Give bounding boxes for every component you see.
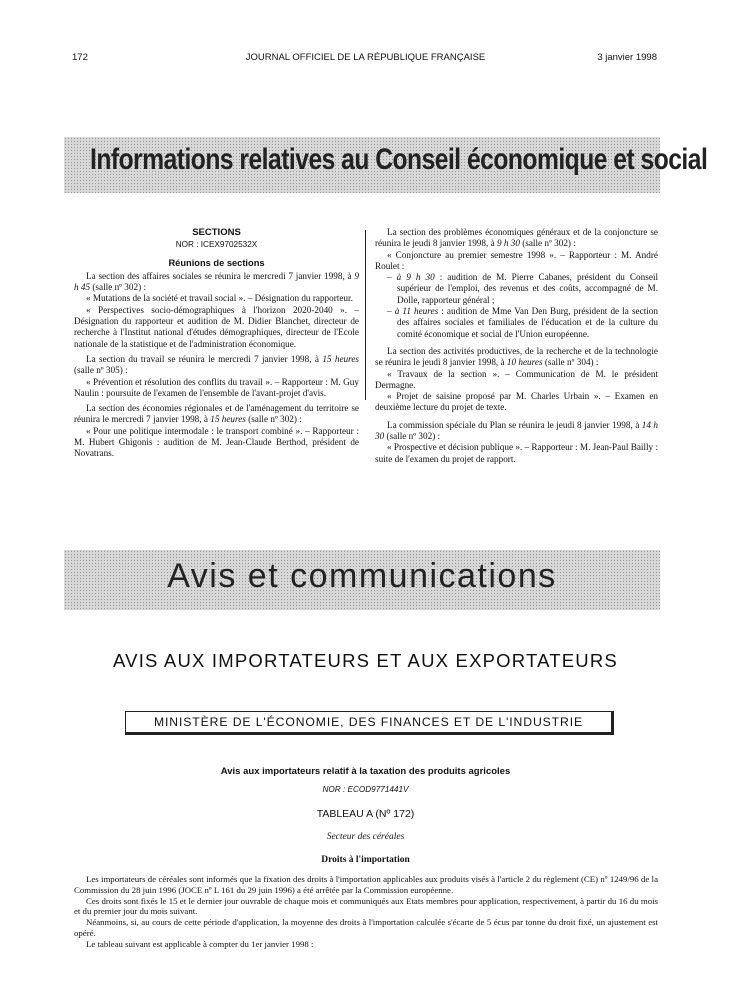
- tableau-title: TABLEAU A (Nº 172): [316, 808, 415, 820]
- right-column: [375, 227, 658, 465]
- paragraph: La section des affaires sociales se réunira le mercredi 7 janvier 1998, à 9 h 45 (salle nº 302) :: [74, 270, 359, 293]
- issue-date: 3 janvier 1998: [597, 52, 657, 63]
- paragraph: « Projet de saisine proposé par M. Charles Urbain ». – Examen en deuxième lecture du projet de texte.: [375, 391, 658, 413]
- banner-conseil: [64, 137, 708, 193]
- column-divider: [365, 230, 366, 400]
- paragraph: « Prospective et décision publique ». – Rapporteur : M. Jean-Paul Bailly : suite de l'examen du projet de rapport.: [375, 442, 658, 464]
- list-item: – à 11 heures : audition de Mme Van Den Burg, président de la section des affaires sociales et familiales de l'éducation et de la culture du comité économique et social de l'Union européenne.: [387, 306, 658, 339]
- paragraph: La section des activités productives, de la recherche et de la technologie se réunira le jeudi 8 janvier 1998, à 10 heures (salle nº 304) :: [375, 345, 658, 368]
- paragraph: La section des problèmes économiques généraux et de la conjoncture se réunira le jeudi 8 janvier 1998, à 9 h 30 (salle nº 302) :: [375, 227, 658, 249]
- paragraph: Ces droits sont fixés le 15 et le dernier jour ouvrable de chaque mois et communiqués aux Etats membres pour application, respectivement, à partir du 16 du mois et du premier jour du mois suivant.: [74, 895, 658, 917]
- paragraph: Les importateurs de céréales sont informés que la fixation des droits à l'importation applicables aux produits visés à l'article 2 du règlement (CE) nº 1249/96 de la Commission du 28 juin 1996 (JOCE nº L 161 du 29 juin 1996) a été arrêtée par la Commission européenne.: [74, 874, 658, 895]
- list-item: – à 9 h 30 : audition de M. Pierre Cabanes, président du Conseil supérieur de l'emploi, des revenus et des coûts, accompagné de M. Dolle, rapporteur général ;: [387, 272, 658, 305]
- secteur-title: Secteur des céréales: [326, 832, 405, 842]
- droits-title: Droits à l'importation: [321, 855, 410, 865]
- paragraph: La commission spéciale du Plan se réunira le jeudi 8 janvier 1998, à 14 h 30 (salle nº 302) :: [375, 419, 658, 442]
- page-number: 172: [72, 52, 88, 63]
- section-heading: AVIS AUX IMPORTATEURS ET AUX EXPORTATEURS: [113, 650, 618, 671]
- journal-title: JOURNAL OFFICIEL DE LA RÉPUBLIQUE FRANÇAISE: [245, 52, 486, 63]
- avis-body: [74, 874, 658, 950]
- sections-title: SECTIONS: [192, 227, 241, 238]
- paragraph: Le tableau suivant est applicable à compter du 1er janvier 1998 :: [86, 938, 314, 949]
- banner-avis: [64, 550, 660, 610]
- avis-title: Avis aux importateurs relatif à la taxation des produits agricoles: [220, 766, 511, 777]
- paragraph: La section des économies régionales et de l'aménagement du territoire se réunira le mercredi 7 janvier 1998, à 15 heures (salle nº 302) :: [74, 403, 359, 425]
- paragraph: Néanmoins, si, au cours de cette période d'application, la moyenne des droits à l'importation calculée s'écarte de 5 écus par tonne du droit fixé, un ajustement est opéré.: [74, 917, 658, 938]
- paragraph: « Pour une politique intermodale : le transport combiné ». – Rapporteur : M. Hubert Ghigonis : audition de M. Jean-Claude Berthod, président de Novatrans.: [74, 425, 359, 459]
- page-header: [0, 52, 731, 68]
- paragraph: « Perspectives socio-démographiques à l'horizon 2020-2040 ». – Désignation du rapporteur et audition de M. Didier Blanchet, directeur de recherche à l'Institut national d'études démographiques, directeur de l'Ecole nationale de la statistique et de l'administration économique.: [74, 304, 359, 349]
- reunions-title: Réunions de sections: [168, 257, 265, 268]
- paragraph: La section du travail se réunira le mercredi 7 janvier 1998, à 15 heures (salle nº 305) :: [74, 353, 359, 376]
- paragraph: « Mutations de la société et travail social ». – Désignation du rapporteur.: [86, 293, 353, 304]
- banner-conseil-title: Informations relatives au Conseil économique et social: [90, 143, 708, 176]
- paragraph: « Travaux de la section ». – Communication de M. le président Dermagne.: [375, 368, 658, 390]
- avis-nor: NOR : ECOD9771441V: [322, 785, 409, 794]
- ministry-title: MINISTÈRE DE L'ÉCONOMIE, DES FINANCES ET DE L'INDUSTRIE: [153, 715, 584, 729]
- paragraph: « Prévention et résolution des conflits du travail ». – Rapporteur : M. Guy Naulin : poursuite de l'examen de l'ensemble de l'avant-projet d'avis.: [74, 376, 359, 398]
- paragraph: « Conjoncture au premier semestre 1998 ». – Rapporteur : M. André Roulet :: [375, 249, 658, 271]
- left-column: [74, 227, 359, 460]
- ministry-box: [125, 711, 614, 735]
- banner-avis-title: Avis et communications: [167, 557, 557, 595]
- sections-nor: NOR : ICEX9702532X: [175, 240, 258, 250]
